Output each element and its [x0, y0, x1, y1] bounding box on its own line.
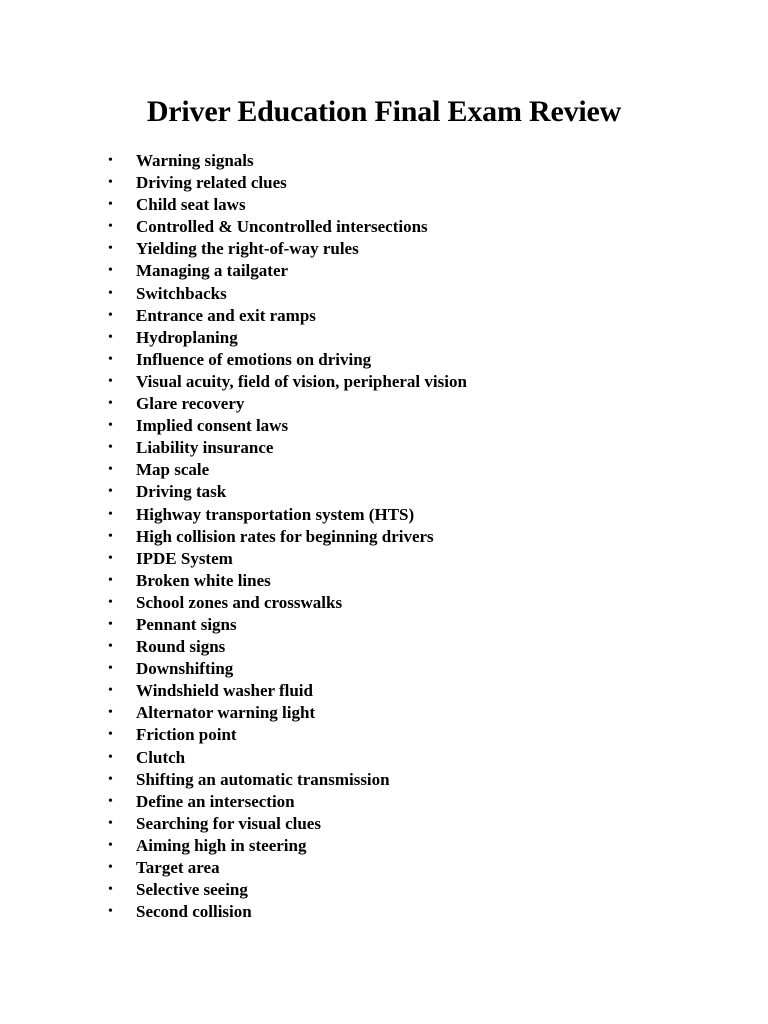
list-item-label: Yielding the right-of-way rules — [136, 239, 359, 259]
bullet-icon: • — [108, 418, 113, 434]
bullet-icon: • — [108, 263, 113, 279]
bullet-icon: • — [108, 793, 113, 809]
bullet-icon: • — [108, 705, 113, 721]
bullet-icon: • — [108, 440, 113, 456]
list-item-label: Glare recovery — [136, 394, 245, 414]
list-item — [108, 526, 748, 548]
list-item — [108, 305, 748, 327]
bullet-icon: • — [108, 683, 113, 699]
bullet-icon: • — [108, 860, 113, 875]
list-item — [108, 260, 748, 282]
list-item — [108, 327, 748, 349]
list-item — [108, 614, 748, 636]
bullet-icon: • — [108, 219, 113, 235]
bullet-icon: • — [108, 661, 113, 677]
list-item — [108, 194, 748, 216]
list-item-label: IPDE System — [136, 548, 233, 568]
list-item — [108, 415, 748, 437]
list-item-label: Windshield washer fluid — [136, 681, 313, 701]
list-item-label: Driving task — [136, 482, 227, 502]
list-item — [108, 283, 748, 305]
bullet-icon: • — [108, 506, 113, 522]
list-item-label: Liability insurance — [136, 438, 274, 458]
list-item-label: Selective seeing — [136, 880, 248, 900]
bullet-icon: • — [108, 241, 113, 257]
list-item-label: Broken white lines — [136, 570, 271, 590]
list-item-label: High collision rates for beginning drivers — [136, 526, 434, 546]
document-title: Driver Education Final Exam Review — [146, 95, 622, 128]
list-item-label: Pennant signs — [136, 614, 237, 634]
list-item — [108, 636, 748, 658]
list-item — [108, 504, 748, 526]
list-item-label: Shifting an automatic transmission — [136, 769, 390, 789]
bullet-icon: • — [108, 882, 113, 898]
list-item — [108, 570, 748, 592]
bullet-icon: • — [108, 307, 113, 323]
list-item-label: Second collision — [136, 902, 252, 922]
list-item-label: School zones and crosswalks — [136, 592, 343, 612]
list-item — [108, 592, 748, 614]
bullet-icon: • — [108, 594, 113, 610]
bullet-icon: • — [108, 550, 113, 566]
bullet-icon: • — [108, 373, 113, 389]
list-item-label: Highway transportation system (HTS) — [136, 504, 415, 524]
list-item-label: Round signs — [136, 637, 226, 657]
list-item — [108, 791, 748, 813]
bullet-icon: • — [108, 484, 113, 500]
list-item-label: Friction point — [136, 725, 237, 745]
bullet-icon: • — [108, 837, 113, 853]
list-item — [108, 238, 748, 260]
list-item-label: Implied consent laws — [136, 416, 289, 436]
list-item — [108, 481, 748, 503]
bullet-icon: • — [108, 727, 113, 743]
list-item — [108, 702, 748, 724]
list-item — [108, 216, 748, 238]
list-item-label: Influence of emotions on driving — [136, 349, 372, 369]
bullet-icon: • — [108, 396, 113, 412]
bullet-icon: • — [108, 197, 113, 213]
bullet-icon: • — [108, 175, 113, 191]
list-item — [108, 393, 748, 415]
list-item-label: Warning signals — [136, 151, 254, 170]
list-item-label: Target area — [136, 858, 220, 877]
bullet-icon: • — [108, 572, 113, 588]
list-item — [108, 813, 748, 835]
list-item — [108, 371, 748, 393]
list-item-label: Downshifting — [136, 659, 234, 679]
list-item — [108, 658, 748, 680]
list-item-label: Entrance and exit ramps — [136, 305, 316, 325]
bullet-icon: • — [108, 351, 113, 367]
list-item-label: Searching for visual clues — [136, 813, 321, 833]
list-item-label: Aiming high in steering — [136, 835, 307, 855]
bullet-icon: • — [108, 285, 113, 301]
list-item — [108, 548, 748, 570]
bullet-icon: • — [108, 815, 113, 831]
list-item-label: Controlled & Uncontrolled intersections — [136, 217, 428, 237]
list-item — [108, 437, 748, 459]
list-item — [108, 724, 748, 746]
bullet-icon: • — [108, 329, 113, 345]
list-item — [108, 150, 748, 172]
list-item-label: Hydroplaning — [136, 327, 238, 347]
bullet-icon: • — [108, 153, 113, 168]
list-item — [108, 879, 748, 901]
list-item — [108, 857, 748, 879]
bullet-icon: • — [108, 462, 113, 478]
list-item — [108, 349, 748, 371]
list-item — [108, 835, 748, 857]
list-item — [108, 172, 748, 194]
list-item-label: Switchbacks — [136, 283, 227, 303]
bullet-icon: • — [108, 749, 113, 765]
list-item — [108, 747, 748, 769]
list-item — [108, 459, 748, 481]
list-item-label: Clutch — [136, 747, 186, 767]
list-item-label: Map scale — [136, 460, 210, 480]
bullet-icon: • — [108, 616, 113, 632]
list-item-label: Driving related clues — [136, 173, 287, 193]
list-item-label: Define an intersection — [136, 791, 295, 811]
list-item-label: Managing a tailgater — [136, 261, 289, 281]
bullet-icon: • — [108, 528, 113, 544]
bullet-icon: • — [108, 904, 113, 920]
list-item-label: Alternator warning light — [136, 703, 316, 723]
list-item-label: Visual acuity, field of vision, peripheral vision — [136, 371, 467, 391]
list-item — [108, 769, 748, 791]
review-topic-list — [108, 150, 748, 923]
list-item-label: Child seat laws — [136, 195, 246, 215]
list-item — [108, 680, 748, 702]
bullet-icon: • — [108, 639, 113, 655]
list-item — [108, 901, 748, 923]
bullet-icon: • — [108, 771, 113, 787]
